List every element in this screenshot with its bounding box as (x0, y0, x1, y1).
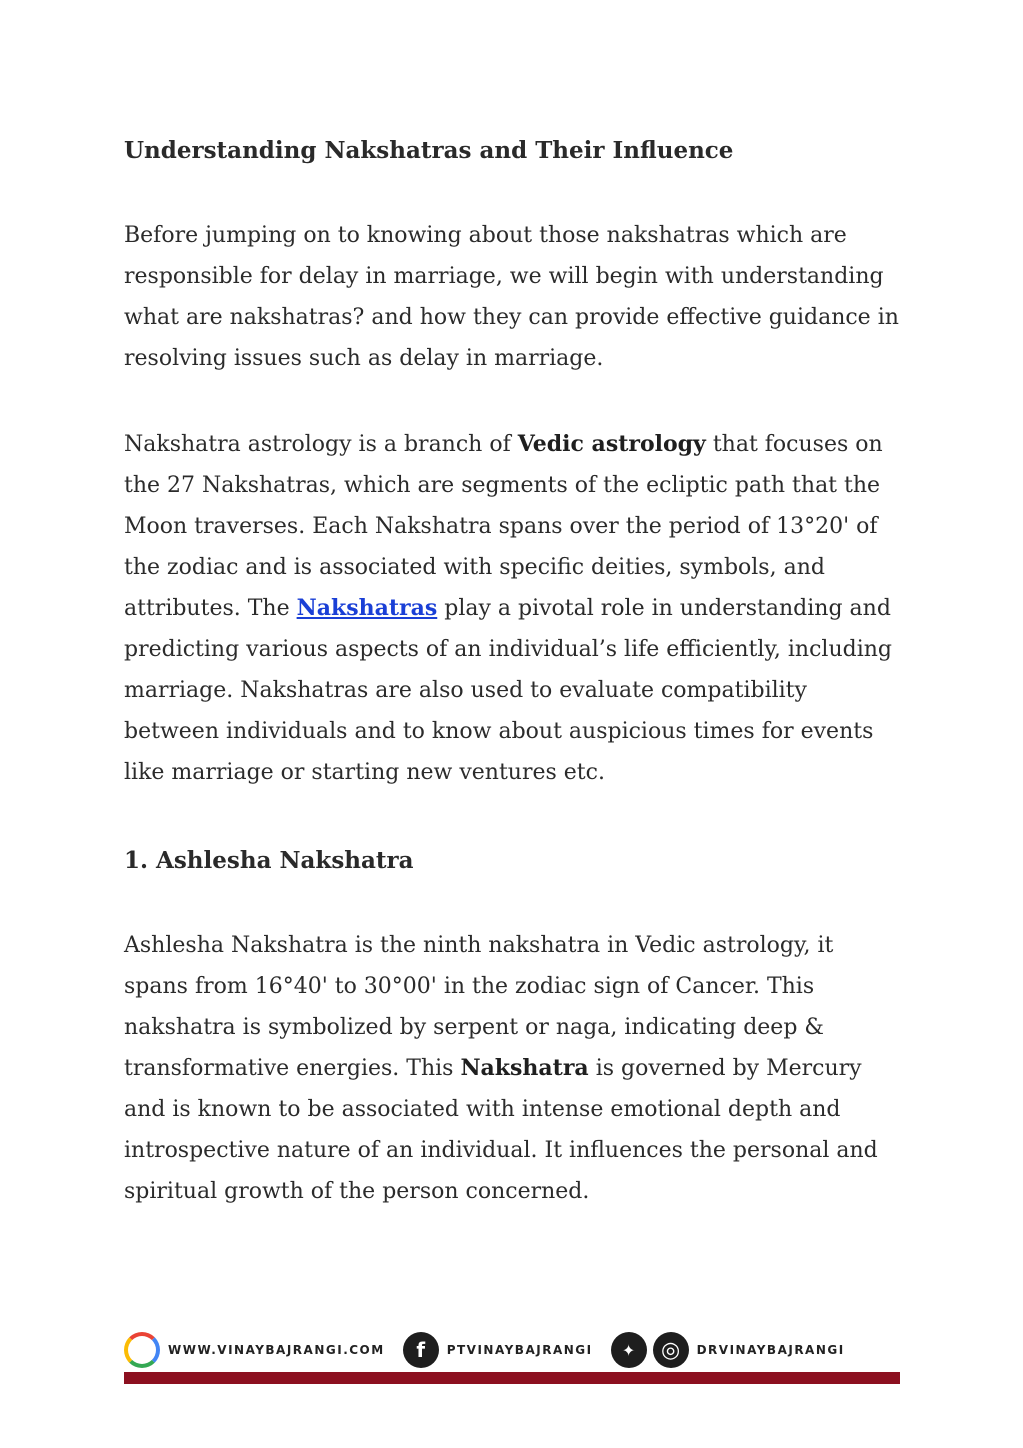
nakshatra-paragraph (124, 424, 904, 793)
google-icon (124, 1332, 160, 1368)
intro-paragraph (124, 215, 904, 379)
facebook-handle[interactable]: PTVINAYBAJRANGI (446, 1343, 593, 1357)
facebook-icon[interactable]: f (403, 1332, 439, 1368)
nakshatra-text-3: play a pivotal role in understanding and predicting various aspects of an individual’s life efficiently, including marriage. Nakshatras are also used to evaluate compatibility between individuals and to know about auspicious times for events like marriage or starting new ventures etc. (124, 596, 892, 785)
nakshatra-text-1: Nakshatra astrology is a branch of (124, 432, 518, 457)
ashlesha-heading: 1. Ashlesha Nakshatra (124, 847, 414, 874)
nakshatra-text-2: that focuses on the 27 Nakshatras, which are segments of the ecliptic path that the Moon traverses. Each Nakshatra spans over the period of 13°20' of the zodiac and is associated with specific deities, symbols, and attributes. The (124, 432, 883, 621)
footer-social-row (124, 1330, 900, 1370)
website-label[interactable]: WWW.VINAYBAJRANGI.COM (168, 1343, 385, 1357)
nakshatras-link[interactable]: Nakshatras (296, 595, 438, 621)
ashlesha-text-2: is governed by Mercury and is known to be associated with intense emotional depth and introspective nature of an individual. It influences the personal and spiritual growth of the person concerned. (124, 1056, 878, 1204)
instagram-icon[interactable]: ◎ (653, 1332, 689, 1368)
nakshatra-bold: Nakshatra (460, 1055, 589, 1081)
twitter-icon[interactable]: ✦ (611, 1332, 647, 1368)
ashlesha-text-1: Ashlesha Nakshatra is the ninth nakshatra in Vedic astrology, it spans from 16°40' to 30°00' in the zodiac sign of Cancer. This nakshatra is symbolized by serpent or naga, indicating deep & transformative energies. This (124, 933, 834, 1081)
ashlesha-paragraph (124, 925, 904, 1212)
footer-bar (124, 1372, 900, 1384)
section-title: Understanding Nakshatras and Their Influence (124, 137, 734, 164)
vedic-astrology-bold: Vedic astrology (517, 431, 706, 457)
footer (124, 1330, 900, 1386)
intro-text: Before jumping on to knowing about those nakshatras which are responsible for delay in marriage, we will begin with understanding what are nakshatras? and how they can provide effective guidance in resolving issues such as delay in marriage. (124, 223, 899, 371)
twitter-instagram-handle[interactable]: DRVINAYBAJRANGI (696, 1343, 845, 1357)
